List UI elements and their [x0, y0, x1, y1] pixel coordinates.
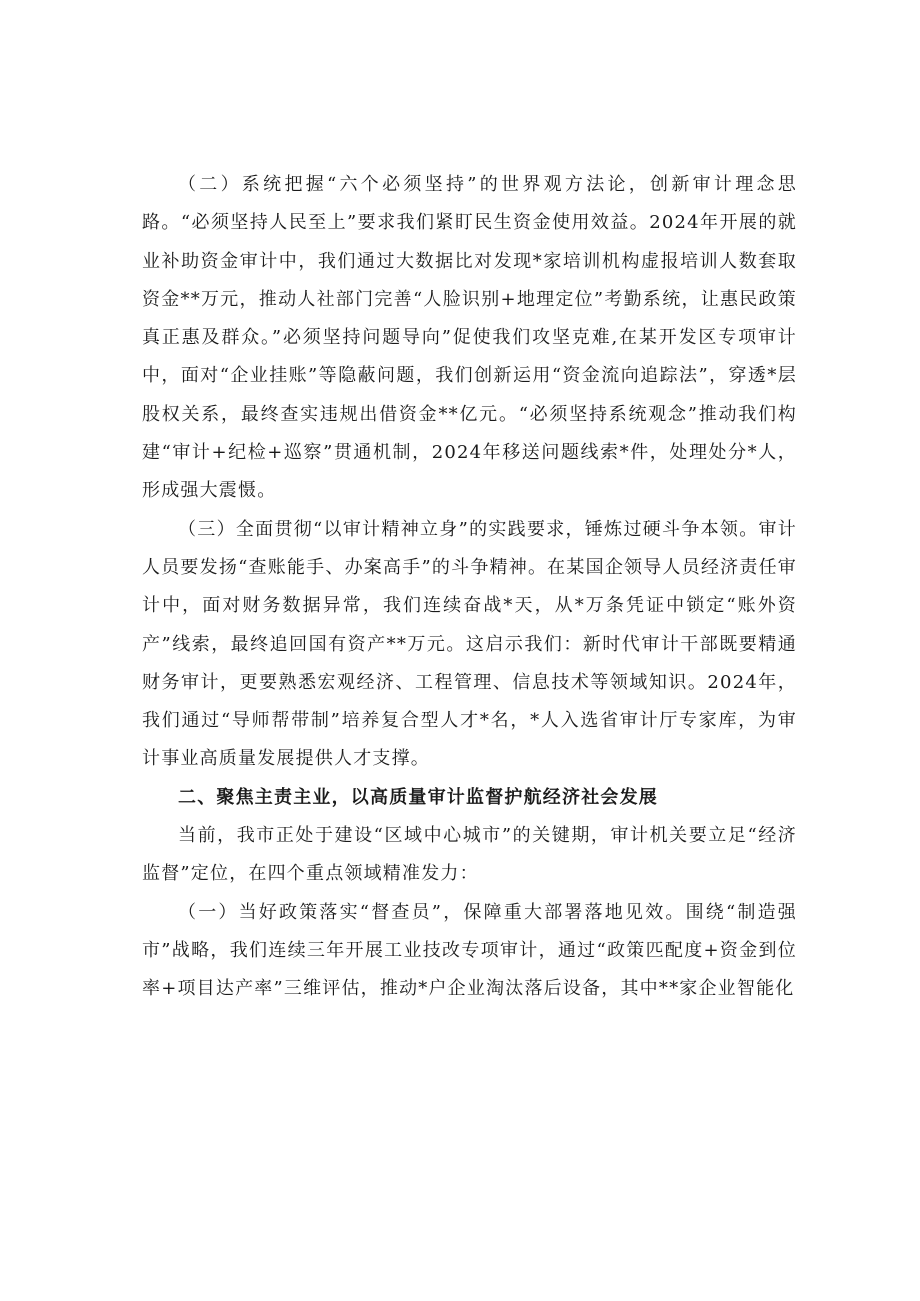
paragraph-audit-spirit: （三）全面贯彻“以审计精神立身”的实践要求，锤炼过硬斗争本领。审计人员要发扬“查账能手、办案高手”的斗争精神。在某国企领导人员经济责任审计中，面对财务数据异常，我们连续奋战*天，从*万条凭证中锁定“账外资产”线索，最终追回国有资产**万元。这启示我们：新时代审计干部既要精通财务审计，更要熟悉宏观经济、工程管理、信息技术等领域知识。2024年，我们通过“导师帮带制”培养复合型人才*名，*人入选省审计厅专家库，为审计事业高质量发展提供人才支撑。 [142, 518, 797, 770]
paragraph-intro: 当前，我市正处于建设“区域中心城市”的关键期，审计机关要立足“经济监督”定位，在四个重点领域精准发力： [142, 825, 797, 885]
paragraph-policy-inspector: （一）当好政策落实“督查员”，保障重大部署落地见效。围绕“制造强市”战略，我们连续三年开展工业技改专项审计，通过“政策匹配度+资金到位率+项目达产率”三维评估，推动*户企业淘汰落后设备，其中**家企业智能化 [142, 901, 797, 1000]
section-heading: 二、聚焦主责主业，以高质量审计监督护航经济社会发展 [178, 786, 658, 808]
document-body [142, 166, 797, 1009]
paragraph-system-grasp: （二）系统把握“六个必须坚持”的世界观方法论，创新审计理念思路。“必须坚持人民至上”要求我们紧盯民生资金使用效益。2024年开展的就业补助资金审计中，我们通过大数据比对发现*家培训机构虚报培训人数套取资金**万元，推动人社部门完善“人脸识别+地理定位”考勤系统，让惠民政策真正惠及群众。”必须坚持问题导向”促使我们攻坚克难,在某开发区专项审计中，面对“企业挂账”等隐蔽问题，我们创新运用“资金流向追踪法”，穿透*层股权关系，最终查实违规出借资金**亿元。“必须坚持系统观念”推动我们构建“审计+纪检+巡察”贯通机制，2024年移送问题线索*件，处理处分*人，形成强大震慑。 [142, 174, 797, 502]
